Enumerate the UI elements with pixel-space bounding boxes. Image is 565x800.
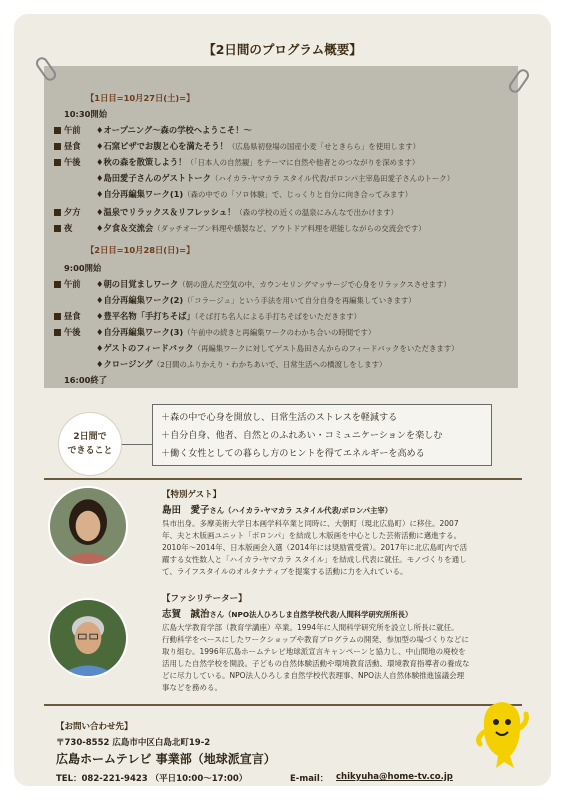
two-days-bubble bbox=[58, 412, 122, 476]
schedule-item bbox=[44, 294, 518, 307]
schedule-event bbox=[96, 172, 454, 185]
event-title: ♦秋の森を散策しよう！ bbox=[96, 157, 187, 167]
facilitator-portrait-icon bbox=[50, 600, 126, 676]
guest-photo bbox=[48, 486, 128, 566]
event-description: （午前中の続きと再編集ワークのわかち合いの時間です） bbox=[183, 328, 376, 337]
bio-line: て、ライフスタイルのオルタナティブを提案する活動に力を入れている。 bbox=[162, 567, 408, 576]
facilitator-bio bbox=[162, 622, 534, 694]
event-description: （森の中での「ソロ体験」で、じっくりと自分に向き合ってみます） bbox=[183, 190, 413, 199]
benefit-item: ＋働く女性としての暮らし方のヒントを得てエネルギーを高める bbox=[161, 449, 425, 459]
schedule-event bbox=[96, 222, 426, 235]
contact-organization: 広島ホームテレビ 事業部（地球派宣言） bbox=[56, 752, 276, 766]
schedule-event bbox=[96, 310, 361, 323]
event-title: ♦石窯ピザでお腹と心を満たそう！ bbox=[96, 141, 228, 151]
page-title: 【2日間のプログラム概要】 bbox=[203, 42, 362, 57]
facilitator-title: さん（NPO法人ひろしま自然学校代表/人間科学研究所所長） bbox=[209, 610, 413, 619]
flyer-card bbox=[14, 14, 551, 786]
schedule-event bbox=[96, 206, 398, 219]
schedule-item bbox=[44, 278, 518, 291]
day2-end-time: 16:00終了 bbox=[64, 375, 108, 385]
schedule-event bbox=[96, 188, 412, 201]
schedule-time: 夕方 bbox=[54, 206, 81, 219]
divider bbox=[44, 478, 522, 480]
day2-start-row bbox=[44, 262, 518, 275]
guest-section-title: 【特別ゲスト】 bbox=[162, 490, 222, 500]
bio-line: 年、夫と木版画ユニット「ボロンパ」を結成し木版画を中心とした芸術活動に邁進する。 bbox=[162, 531, 462, 540]
schedule-panel bbox=[44, 66, 518, 388]
day1-header-row bbox=[44, 92, 518, 105]
guest-title: さん（ハイカラ-ヤマカラ スタイル代表/ボロンパ主宰） bbox=[209, 506, 392, 515]
event-title: ♦朝の目覚ましワーク bbox=[96, 279, 179, 289]
event-description: （森の学校の近くの温泉にみんなで出かけます） bbox=[235, 208, 398, 217]
schedule-time: 午後 bbox=[54, 326, 81, 339]
event-title: ♦夕食＆交流会 bbox=[96, 223, 154, 233]
facilitator-photo bbox=[48, 598, 128, 678]
bio-line: 広島大学教育学部（教育学講座）卒業。1994年に人間科学研究所を設立し所長に就任。 bbox=[162, 623, 459, 632]
event-description: （ハイカラ-ヤマカラ スタイル代表/ボロンパ主宰島田愛子さんのトーク） bbox=[210, 174, 455, 183]
schedule-item bbox=[44, 310, 518, 323]
schedule-event bbox=[96, 156, 419, 169]
event-description: （「日本人の自然観」をテーマに自然や他者とのつながりを深めます） bbox=[186, 158, 420, 167]
schedule-item bbox=[44, 172, 518, 185]
event-description: （「コラージュ」という手法を用いて自分自身を再編集していきます） bbox=[183, 296, 416, 305]
bio-line: 呉市出身。多摩美術大学日本画学科卒業と同時に、大朝町（現北広島町）に移住。2007 bbox=[162, 519, 459, 528]
day2-start-time: 9:00開始 bbox=[64, 263, 102, 273]
schedule-item bbox=[44, 124, 518, 137]
event-title: ♦ゲストのフィードバック bbox=[96, 343, 194, 353]
bio-line: 躍する女性数人と「ハイカラ-ヤマカラ スタイル」を結成し代表に就任。モノづくりを通し bbox=[162, 555, 467, 564]
day2-end-row bbox=[44, 374, 518, 387]
schedule-item bbox=[44, 326, 518, 339]
event-title: ♦クロージング bbox=[96, 359, 153, 369]
bio-line: 活用した自然学校を開設。子どもの自然体験活動や環境教育活動、環境教育指導者の養成な bbox=[162, 659, 470, 668]
bio-line: 2010年～2014年、日本版画会入選（2014年には奨励賞受賞）。2017年に北広島町内で活 bbox=[162, 543, 468, 552]
guest-bio bbox=[162, 518, 534, 578]
schedule-item bbox=[44, 140, 518, 153]
day1-header: 【1日目=10月27日(土)=】 bbox=[86, 93, 195, 103]
connector-line bbox=[122, 444, 152, 445]
facilitator-section-title: 【ファシリテーター】 bbox=[162, 594, 247, 604]
contact-header: 【お問い合わせ先】 bbox=[56, 722, 133, 732]
schedule-item bbox=[44, 358, 518, 371]
event-description: （広島県初登場の国産小麦「せときらら」を使用します） bbox=[227, 142, 421, 151]
schedule-item bbox=[44, 156, 518, 169]
event-description: （再編集ワークに対してゲスト島田さんからのフィードバックをいただきます） bbox=[193, 344, 459, 353]
bio-line: 事などを務める。 bbox=[162, 683, 222, 692]
guest-name: 島田 愛子 bbox=[162, 505, 210, 516]
schedule-time: 夜 bbox=[54, 222, 72, 235]
schedule-item bbox=[44, 206, 518, 219]
event-description: （そば打ち名人による手打ちそばをいただきます） bbox=[194, 312, 362, 321]
schedule-time: 昼食 bbox=[54, 310, 81, 323]
bio-line: 取り組む。1996年広島ホームテレビ地球派宣言キャンペーンと協力し、中山間地の廃校を bbox=[162, 647, 466, 656]
schedule-time: 昼食 bbox=[54, 140, 81, 153]
event-title: ♦自分再編集ワーク(3) bbox=[96, 327, 184, 337]
schedule-item bbox=[44, 222, 518, 235]
bio-line: 行動科学をベースにしたワークショップや教育プログラムの開発、参加型の場づくりなどに bbox=[162, 635, 469, 644]
mascot-icon bbox=[474, 698, 530, 772]
email-label: E-mail： bbox=[290, 774, 329, 784]
guest-portrait-icon bbox=[50, 488, 126, 564]
event-title: ♦自分再編集ワーク(1) bbox=[96, 189, 184, 199]
email-link[interactable]: chikyuha@home-tv.co.jp bbox=[336, 772, 453, 782]
day1-start-row bbox=[44, 108, 518, 121]
event-title: ♦島田愛子さんのゲストトーク bbox=[96, 173, 211, 183]
schedule-event bbox=[96, 326, 375, 339]
benefit-item: ＋自分自身、他者、自然とのふれあい・コミュニケーションを楽しむ bbox=[161, 431, 443, 441]
benefit-item: ＋森の中で心身を開放し、日常生活のストレスを軽減する bbox=[161, 413, 398, 423]
contact-phone: TEL：082-221-9423 （平日10:00～17:00） bbox=[56, 774, 248, 784]
event-title: ♦自分再編集ワーク(2) bbox=[96, 295, 184, 305]
bio-line: どに尽力している。NPO法人ひろしま自然学校代表理事、NPO法人自然体験推進協議会理 bbox=[162, 671, 465, 680]
schedule-event bbox=[96, 140, 420, 153]
schedule-time: 午後 bbox=[54, 156, 81, 169]
day2-header: 【2日目=10月28日(日)=】 bbox=[86, 245, 195, 255]
facilitator-name-line bbox=[162, 606, 412, 620]
schedule-item bbox=[44, 342, 518, 355]
bubble-line-2: できること bbox=[67, 446, 113, 456]
schedule-event bbox=[96, 342, 459, 355]
day1-start-time: 10:30開始 bbox=[64, 109, 108, 119]
event-description: （2日間のふりかえり・わかちあいで、日常生活への橋渡しをします） bbox=[152, 360, 387, 369]
event-description: （ダッチオーブン料理や燻製など、アウトドア料理を堪能しながらの交流会です） bbox=[153, 224, 426, 233]
divider bbox=[44, 704, 522, 706]
schedule-event bbox=[96, 278, 451, 291]
schedule-event bbox=[96, 294, 416, 307]
event-title: ♦豊平名物「手打ちそば」 bbox=[96, 311, 195, 321]
contact-address: 〒730-8552 広島市中区白島北町19-2 bbox=[56, 738, 211, 748]
schedule-item bbox=[44, 188, 518, 201]
day2-header-row bbox=[44, 244, 518, 257]
schedule-time: 午前 bbox=[54, 124, 81, 137]
benefits-box bbox=[152, 404, 492, 466]
bubble-line-1: 2日間で bbox=[73, 432, 107, 442]
guest-name-line bbox=[162, 502, 392, 516]
event-description: （朝の澄んだ空気の中、カウンセリングマッサージで心身をリラックスさせます） bbox=[178, 280, 451, 289]
schedule-event: ♦オープニング～森の学校へようこそ！～ bbox=[96, 125, 252, 135]
schedule-event bbox=[96, 358, 386, 371]
event-title: ♦温泉でリラックス＆リフレッシュ！ bbox=[96, 207, 236, 217]
schedule-time: 午前 bbox=[54, 278, 81, 291]
facilitator-name: 志賀 誠治 bbox=[162, 609, 210, 620]
